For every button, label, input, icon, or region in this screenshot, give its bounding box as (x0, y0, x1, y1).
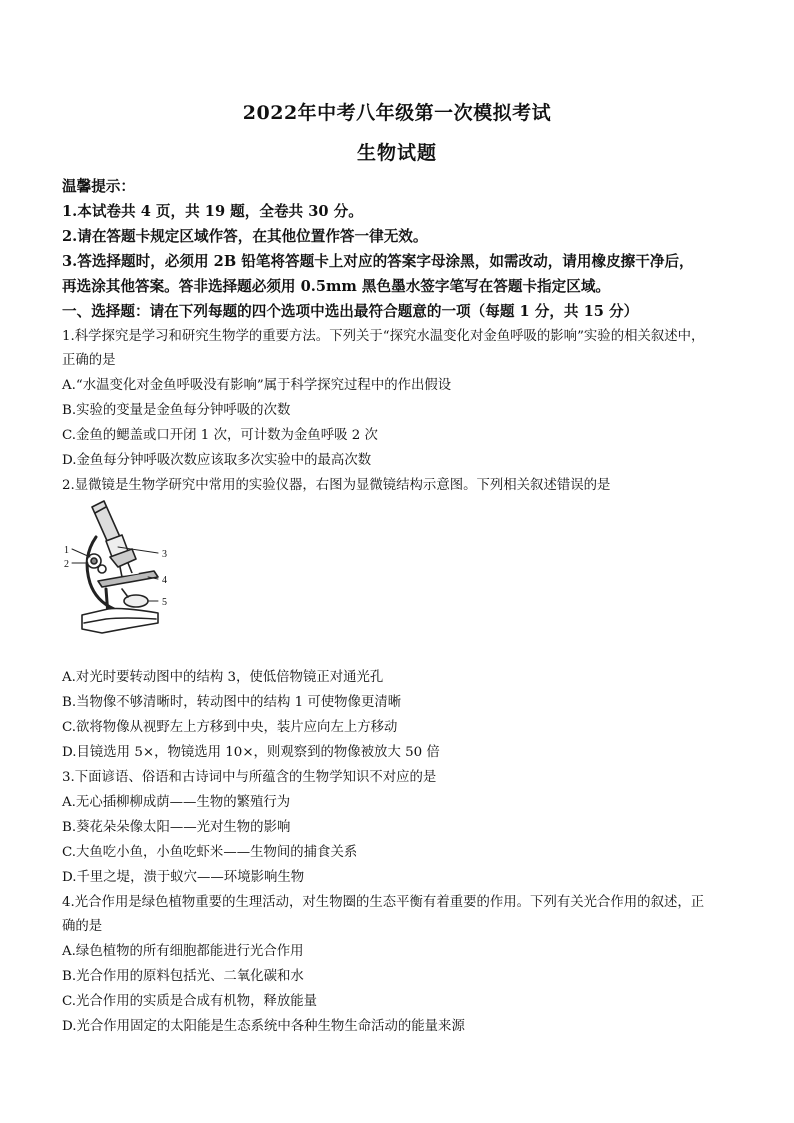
option-b: B.葵花朵朵像太阳——光对生物的影响 (62, 820, 291, 835)
option-d: D.光合作用固定的太阳能是生态系统中各种生物生命活动的能量来源 (62, 1019, 465, 1034)
notice-item: 3.答选择题时，必须用 2B 铅笔将答题卡上对应的答案字母涂黑，如需改动，请用橡皮擦干净后， (62, 253, 694, 270)
option-b: B.实验的变量是金鱼每分钟呼吸的次数 (62, 403, 291, 418)
microscope-icon (62, 497, 180, 657)
option-b: B.光合作用的原料包括光、二氧化碳和水 (62, 969, 304, 984)
figure-label: 4 (162, 575, 167, 586)
option-a: A.对光时要转动图中的结构 3，使低倍物镜正对通光孔 (62, 670, 384, 685)
option-c: C.光合作用的实质是合成有机物，释放能量 (62, 994, 318, 1009)
option-a: A.绿色植物的所有细胞都能进行光合作用 (62, 944, 304, 959)
notice-item: 再选涂其他答案。答非选择题必须用 0.5mm 黑色墨水签字笔写在答题卡指定区域。 (62, 278, 611, 295)
option-d: D.目镜选用 5×，物镜选用 10×，则观察到的物像被放大 50 倍 (62, 745, 440, 760)
option-c: C.大鱼吃小鱼，小鱼吃虾米——生物间的捕食关系 (62, 845, 358, 860)
figure-label: 1 (64, 545, 69, 556)
figure-label: 5 (162, 597, 167, 608)
figure-label: 2 (64, 559, 69, 570)
notice-item: 1.本试卷共 4 页，共 19 题，全卷共 30 分。 (62, 203, 363, 220)
question-stem: 3.下面谚语、俗语和古诗词中与所蕴含的生物学知识不对应的是 (62, 770, 437, 785)
section-heading: 一、选择题：请在下列每题的四个选项中选出最符合题意的一项（每题 1 分，共 15 分） (62, 303, 639, 320)
notice-item: 2.请在答题卡规定区域作答，在其他位置作答一律无效。 (62, 228, 428, 245)
option-b: B.当物像不够清晰时，转动图中的结构 1 可使物像更清晰 (62, 695, 402, 710)
question-stem: 4.光合作用是绿色植物重要的生理活动，对生物圈的生态平衡有着重要的作用。下列有关光合作用的叙述，正 (62, 895, 705, 910)
question-stem: 2.显微镜是生物学研究中常用的实验仪器，右图为显微镜结构示意图。下列相关叙述错误的是 (62, 478, 611, 493)
option-c: C.欲将物像从视野左上方移到中央，装片应向左上方移动 (62, 720, 398, 735)
option-d: D.金鱼每分钟呼吸次数应该取多次实验中的最高次数 (62, 453, 372, 468)
microscope-diagram (62, 497, 180, 657)
exam-subject: 生物试题 (356, 142, 437, 164)
option-a: A.“水温变化对金鱼呼吸没有影响”属于科学探究过程中的作出假设 (62, 378, 452, 393)
figure-label: 3 (162, 549, 167, 560)
question-stem: 1.科学探究是学习和研究生物学的重要方法。下列关于“探究水温变化对金鱼呼吸的影响”实验的相关叙述中， (62, 329, 705, 344)
question-stem: 确的是 (62, 919, 103, 934)
question-stem: 正确的是 (62, 353, 116, 368)
option-d: D.千里之堤，溃于蚁穴——环境影响生物 (62, 870, 305, 885)
notice-heading: 温馨提示： (62, 178, 135, 195)
exam-title: 2022年中考八年级第一次模拟考试 (242, 102, 552, 124)
option-c: C.金鱼的鳃盖或口开闭 1 次，可计数为金鱼呼吸 2 次 (62, 428, 378, 443)
option-a: A.无心插柳柳成荫——生物的繁殖行为 (62, 795, 291, 810)
